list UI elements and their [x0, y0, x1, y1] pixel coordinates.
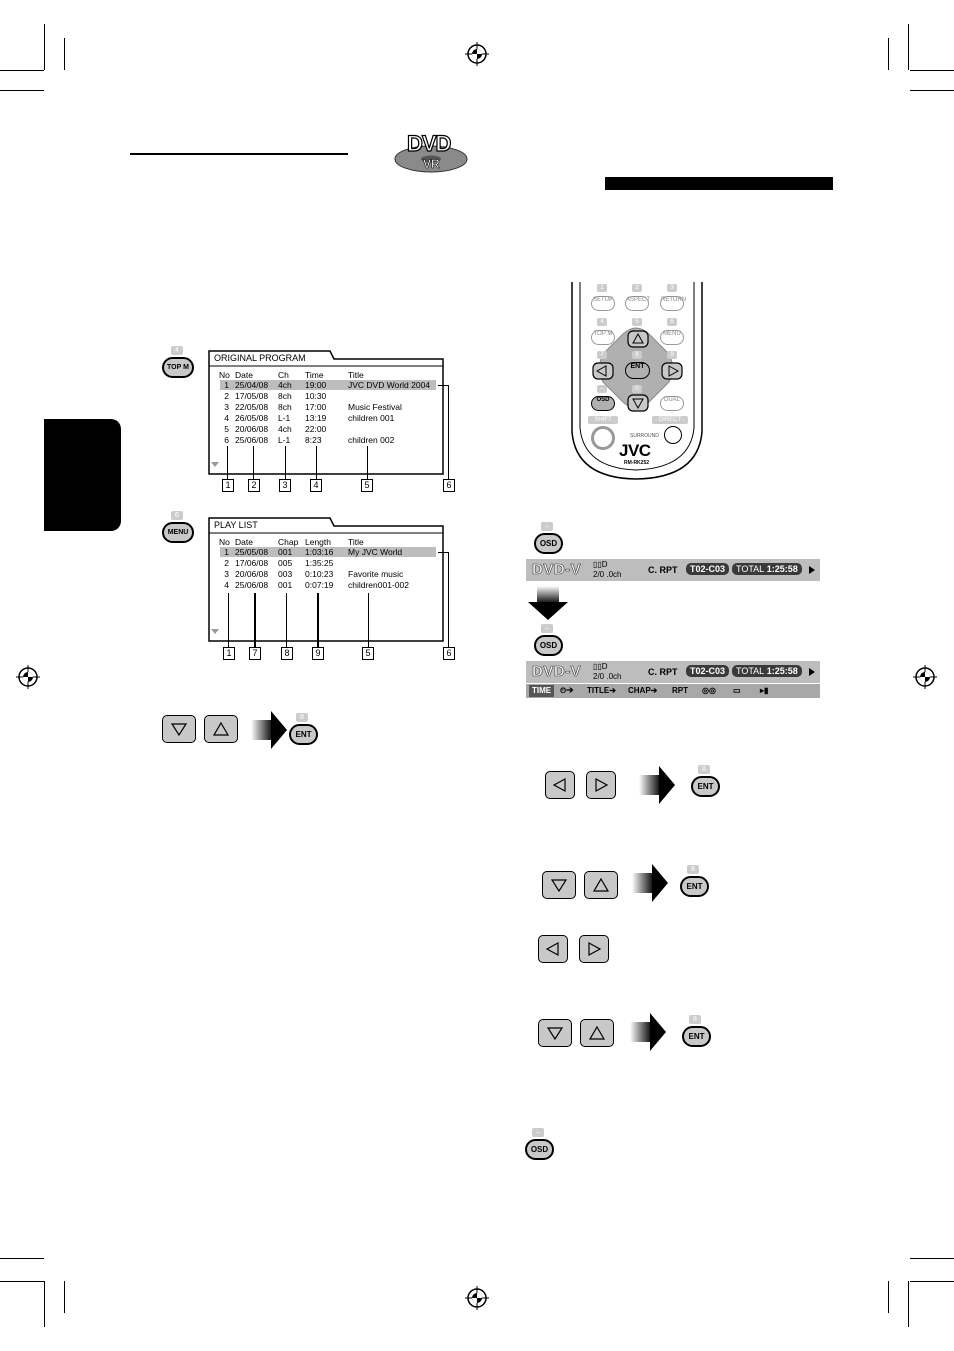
crop-mark: [64, 38, 65, 70]
key-number: 4: [171, 346, 183, 355]
crop-mark: [908, 1281, 909, 1327]
total-time: 1:25:58: [766, 666, 798, 676]
callout-5: 5: [362, 647, 374, 660]
remote-dual-button[interactable]: [660, 396, 684, 411]
logo-sub-text: VR: [423, 157, 440, 171]
callout-line: [367, 446, 368, 479]
table-cell-date: 26/05/08: [235, 413, 269, 423]
table-cell-no: 4: [224, 580, 229, 590]
crop-mark: [888, 38, 889, 70]
key-number: 6: [171, 511, 183, 520]
remote-menu-button-label: MENU: [663, 331, 681, 337]
crop-mark: [910, 1258, 954, 1259]
key-number: –: [532, 1128, 544, 1137]
play-icon: [809, 668, 815, 676]
registration-mark: [465, 1286, 489, 1310]
menu-item-clock[interactable]: ⏲➔: [560, 686, 574, 695]
original-program-screen: [208, 350, 444, 475]
ent-button[interactable]: [680, 876, 709, 897]
shift-label: SHIFT: [588, 416, 618, 424]
table-cell-title: My JVC World: [348, 547, 403, 557]
table-cell-title: children 001: [348, 413, 395, 423]
table-cell-no: 6: [224, 435, 229, 445]
table-cell-length: 1:03:16: [305, 547, 334, 557]
remote-return-button[interactable]: [660, 296, 684, 311]
remote-direct-label: DIRECT: [652, 416, 688, 424]
remote-number-label: 2: [632, 284, 642, 292]
callout-line: [228, 593, 229, 647]
remote-setup-button-label: SETUP: [592, 297, 613, 303]
menu-item-rpt[interactable]: RPT: [672, 686, 688, 695]
osd-label: OSD: [530, 1145, 549, 1154]
callout-7: 7: [249, 647, 261, 660]
left-key[interactable]: [538, 935, 568, 963]
table-cell-ch: 4ch: [278, 380, 292, 390]
key-number: –: [541, 624, 553, 633]
table-cell-no: 2: [224, 391, 229, 401]
osd-button[interactable]: [534, 635, 563, 656]
crop-mark: [0, 90, 44, 91]
down-triangle-icon: [543, 872, 575, 898]
table-cell-no: 4: [224, 413, 229, 423]
menu-item-subtitle[interactable]: ▭: [733, 686, 741, 695]
table-cell-date: 17/05/08: [235, 391, 269, 401]
down-key[interactable]: [162, 715, 196, 743]
topm-button[interactable]: [162, 357, 194, 378]
callout-line: [286, 593, 287, 647]
down-triangle-icon: [163, 716, 195, 742]
key-number: 8: [698, 765, 710, 774]
callout-1: 1: [222, 479, 234, 492]
topm-label: TOP M: [167, 364, 189, 371]
play-list-screen: [208, 517, 444, 642]
ent-button[interactable]: [691, 776, 720, 797]
callout-6: 6: [443, 479, 455, 492]
table-cell-ch: L-1: [278, 435, 291, 445]
callout-line: [285, 446, 286, 479]
title-chapter: T02-C03: [686, 563, 729, 575]
menu-label: MENU: [167, 529, 189, 536]
audio-format: ▯▯D: [593, 560, 608, 569]
col-time: Time: [305, 370, 324, 380]
remote-number-label: 5: [632, 318, 642, 326]
callout-line: [317, 593, 319, 647]
callout-8: 8: [281, 647, 293, 660]
col-no: No: [219, 370, 230, 380]
title-chapter: T02-C03: [686, 665, 729, 677]
remote-surround-label: SURROUND: [630, 433, 659, 439]
total-time: 1:25:58: [766, 564, 798, 574]
table-cell-time: 22:00: [305, 424, 327, 434]
menu-item-chap[interactable]: CHAP➔: [628, 686, 658, 695]
table-cell-no: 3: [224, 569, 229, 579]
table-cell-time: 8:23: [305, 435, 322, 445]
remote-control: [566, 282, 708, 480]
up-triangle-icon: [581, 1020, 613, 1046]
callout-line: [227, 446, 228, 479]
up-key[interactable]: [584, 871, 618, 899]
total-time-chip: [732, 665, 802, 677]
remote-number-label: –: [597, 385, 607, 393]
repeat-mode: C. RPT: [648, 565, 678, 575]
key-number: 8: [296, 713, 308, 722]
crop-mark: [910, 1281, 954, 1282]
osd-label: OSD: [539, 641, 558, 650]
remote-number-label: 9: [667, 351, 677, 359]
remote-ent-button-label: ENT: [630, 363, 645, 370]
side-tab: [44, 419, 121, 531]
source-label: DVD-V: [532, 663, 582, 680]
table-cell-no: 3: [224, 402, 229, 412]
right-triangle-icon: [587, 772, 615, 798]
table-cell-date: 22/05/08: [235, 402, 269, 412]
remote-osd-button-label: OSD: [596, 397, 610, 403]
col-length: Length: [305, 537, 331, 547]
table-cell-title: Music Festival: [348, 402, 402, 412]
remote-surround-button[interactable]: [664, 426, 682, 444]
remote-topm-button[interactable]: [591, 330, 615, 345]
crop-mark: [910, 70, 954, 71]
remote-osd-button[interactable]: [591, 396, 615, 411]
next-arrow-icon: [251, 711, 287, 749]
up-triangle-icon: [205, 716, 237, 742]
menu-item-audio[interactable]: ◎◎: [702, 686, 716, 695]
table-cell-length: 1:35:25: [305, 558, 334, 568]
menu-item-angle[interactable]: ▸▮: [760, 686, 769, 695]
col-chap: Chap: [278, 537, 299, 547]
table-cell-title: JVC DVD World 2004: [348, 380, 431, 390]
remote-ent-button[interactable]: [625, 362, 650, 379]
osd-button[interactable]: [534, 533, 563, 554]
remote-shift-button[interactable]: [588, 416, 618, 446]
screen-title: ORIGINAL PROGRAM: [214, 353, 306, 363]
next-arrow-icon: [639, 766, 675, 804]
table-cell-length: 0:10:23: [305, 569, 334, 579]
remote-number-label: 0: [632, 385, 642, 393]
remote-left-key[interactable]: [592, 362, 614, 380]
logo-main-text: DVD: [407, 131, 451, 156]
table-cell-date: 25/06/08: [235, 435, 269, 445]
table-cell-no: 1: [224, 547, 229, 557]
up-key[interactable]: [204, 715, 238, 743]
table-cell-title: Favorite music: [348, 569, 404, 579]
crop-mark: [64, 1281, 65, 1313]
crop-mark: [0, 70, 44, 71]
play-icon: [809, 566, 815, 574]
crop-mark: [0, 1258, 44, 1259]
crop-mark: [908, 24, 909, 70]
remote-number-label: 3: [667, 284, 677, 292]
total-time-chip: [732, 563, 802, 575]
callout-line: [448, 552, 449, 647]
table-cell-time: 19:00: [305, 380, 327, 390]
ent-label: ENT: [686, 882, 703, 891]
table-cell-date: 25/05/08: [235, 547, 269, 557]
table-cell-chap: 001: [278, 580, 293, 590]
osd-button[interactable]: [525, 1139, 554, 1160]
repeat-mode: C. RPT: [648, 667, 678, 677]
down-key[interactable]: [542, 871, 576, 899]
callout-line: [438, 552, 448, 553]
callout-line: [254, 593, 256, 647]
registration-mark: [16, 665, 40, 689]
callout-line: [438, 385, 448, 386]
osd-menu-bar: [526, 684, 820, 698]
table-cell-time: 13:19: [305, 413, 327, 423]
col-title: Title: [348, 370, 364, 380]
menu-item-time[interactable]: TIME: [529, 685, 554, 697]
remote-topm-button-label: TOP M: [593, 331, 613, 337]
table-cell-ch: 8ch: [278, 391, 292, 401]
callout-line: [253, 446, 254, 479]
table-cell-date: 17/06/08: [235, 558, 269, 568]
down-triangle-icon: [539, 1020, 571, 1046]
table-cell-ch: L-1: [278, 413, 291, 423]
callout-5: 5: [361, 479, 373, 492]
table-cell-date: 20/06/08: [235, 569, 269, 579]
table-cell-no: 2: [224, 558, 229, 568]
audio-channels: 2/0 .0ch: [593, 672, 622, 681]
callout-line: [448, 385, 449, 479]
col-ch: Ch: [278, 370, 289, 380]
remote-right-key[interactable]: [661, 362, 683, 380]
up-triangle-icon: [585, 872, 617, 898]
callout-6: 6: [443, 647, 455, 660]
ent-button[interactable]: [289, 724, 318, 745]
callout-2: 2: [248, 479, 260, 492]
total-label: TOTAL: [736, 666, 765, 676]
key-number: –: [541, 522, 553, 531]
table-cell-date: 25/04/08: [235, 380, 269, 390]
callout-1: 1: [223, 647, 235, 660]
remote-number-label: 7: [597, 351, 607, 359]
remote-menu-button[interactable]: [660, 330, 684, 345]
osd-label: OSD: [539, 539, 558, 548]
section-bar: [605, 177, 833, 190]
audio-channels: 2/0 .0ch: [593, 570, 622, 579]
left-key[interactable]: [545, 771, 575, 799]
table-cell-chap: 001: [278, 547, 293, 557]
next-arrow-icon: [630, 1013, 666, 1051]
remote-aspect-button-label: ASPECT: [626, 297, 651, 303]
table-cell-chap: 003: [278, 569, 293, 579]
next-arrow-icon: [632, 864, 668, 902]
down-key[interactable]: [538, 1019, 572, 1047]
table-cell-ch: 8ch: [278, 402, 292, 412]
left-triangle-icon: [546, 772, 574, 798]
menu-button[interactable]: [162, 522, 194, 543]
remote-up-key[interactable]: [627, 330, 649, 348]
col-date: Date: [235, 370, 253, 380]
menu-item-title[interactable]: TITLE➔: [587, 686, 616, 695]
remote-down-key[interactable]: [627, 394, 649, 412]
callout-9: 9: [312, 647, 324, 660]
dvd-vr-logo: [393, 133, 469, 175]
crop-mark: [910, 90, 954, 91]
ent-label: ENT: [295, 730, 312, 739]
table-cell-date: 20/06/08: [235, 424, 269, 434]
ent-label: ENT: [688, 1032, 705, 1041]
ent-label: ENT: [697, 782, 714, 791]
ent-button[interactable]: [682, 1026, 711, 1047]
crop-mark: [0, 1281, 44, 1282]
screen-title: PLAY LIST: [214, 520, 258, 530]
left-triangle-icon: [539, 936, 567, 962]
remote-model: RM-RK252: [624, 460, 650, 466]
table-cell-ch: 4ch: [278, 424, 292, 434]
total-label: TOTAL: [736, 564, 765, 574]
table-cell-date: 25/06/08: [235, 580, 269, 590]
remote-return-button-label: RETURN: [661, 297, 686, 303]
osd-status-bar: [526, 661, 820, 683]
col-title: Title: [348, 537, 364, 547]
registration-mark: [465, 42, 489, 66]
table-cell-no: 5: [224, 424, 229, 434]
table-cell-title: children 002: [348, 435, 395, 445]
remote-brand: JVC: [619, 441, 651, 460]
table-cell-no: 1: [224, 380, 229, 390]
callout-line: [316, 446, 317, 479]
right-key[interactable]: [586, 771, 616, 799]
table-cell-time: 10:30: [305, 391, 327, 401]
remote-aspect-button[interactable]: [625, 296, 649, 311]
remote-dual-button-label: DUAL: [663, 397, 680, 403]
col-date: Date: [235, 537, 253, 547]
up-key[interactable]: [580, 1019, 614, 1047]
header-rule: [130, 153, 348, 155]
callout-line: [368, 593, 369, 647]
table-cell-chap: 005: [278, 558, 293, 568]
crop-mark: [888, 1281, 889, 1313]
down-arrow-icon: [528, 586, 568, 620]
key-number: 8: [689, 1015, 701, 1024]
col-no: No: [219, 537, 230, 547]
key-number: 8: [687, 865, 699, 874]
shift-circle-icon: [591, 426, 615, 450]
callout-4: 4: [310, 479, 322, 492]
table-cell-title: children001-002: [348, 580, 409, 590]
crop-mark: [44, 1281, 45, 1327]
right-key[interactable]: [579, 935, 609, 963]
osd-status-bar: [526, 559, 820, 581]
remote-number-label: 1: [597, 284, 607, 292]
remote-number-label: 6: [667, 318, 677, 326]
right-triangle-icon: [580, 936, 608, 962]
registration-mark: [913, 665, 937, 689]
crop-mark: [44, 24, 45, 70]
source-label: DVD-V: [532, 561, 582, 578]
remote-number-label: 4: [597, 318, 607, 326]
remote-number-label: 8: [632, 351, 642, 359]
audio-format: ▯▯D: [593, 662, 608, 671]
table-cell-length: 0:07:19: [305, 580, 334, 590]
remote-setup-button[interactable]: [591, 296, 615, 311]
callout-3: 3: [279, 479, 291, 492]
table-cell-time: 17:00: [305, 402, 327, 412]
